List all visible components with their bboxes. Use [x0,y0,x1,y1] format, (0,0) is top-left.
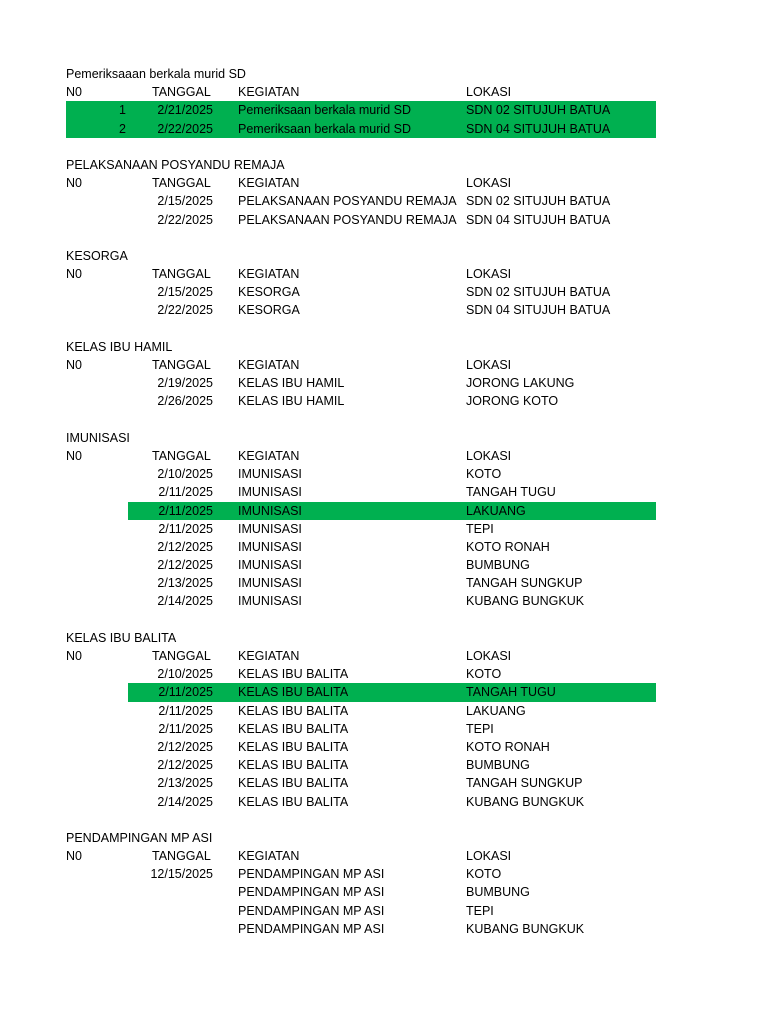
table-row [0,301,768,319]
cell-date[interactable]: 2/11/2025 [158,721,213,736]
table-row [0,592,768,610]
header-no[interactable]: N0 [66,649,82,663]
cell-date[interactable]: 2/11/2025 [158,485,213,500]
cell-activity[interactable]: Pemeriksaan berkala murid SD [238,121,411,136]
section-title[interactable]: PENDAMPINGAN MP ASI [66,830,213,845]
cell-date[interactable]: 2/12/2025 [157,558,213,573]
table-row [0,538,768,556]
cell-no[interactable] [66,374,126,392]
table-row [0,192,768,210]
header-date[interactable]: TANGGAL [152,358,211,372]
section-title[interactable]: KESORGA [66,248,128,263]
cell-activity[interactable]: KELAS IBU BALITA [238,685,349,700]
header-date[interactable]: TANGGAL [152,649,211,663]
cell-location[interactable]: SDN 04 SITUJUH BATUA [466,121,611,136]
header-date[interactable]: TANGGAL [152,85,211,100]
cell-location[interactable]: KOTO [466,867,502,882]
cell-no[interactable]: 2 [119,121,126,136]
cell-date[interactable]: 2/13/2025 [157,576,213,591]
blank-row [0,811,768,829]
table-row [0,211,768,229]
table-row [0,738,768,756]
cell-no[interactable] [66,465,126,483]
blank-row [0,411,768,429]
cell-date[interactable] [128,883,213,901]
cell-date[interactable]: 2/19/2025 [157,376,213,391]
cell-activity[interactable]: KELAS IBU BALITA [238,739,349,754]
cell-date[interactable] [128,902,213,920]
section-title-row [0,247,768,265]
cell-location[interactable]: BUMBUNG [466,558,530,573]
cell-activity[interactable]: KELAS IBU BALITA [238,776,349,791]
header-row [0,174,768,192]
cell-activity[interactable]: KELAS IBU BALITA [238,758,349,773]
cell-location[interactable]: KOTO [466,667,502,682]
cell-date[interactable]: 2/11/2025 [158,703,213,718]
section-title-row [0,629,768,647]
header-no[interactable]: N0 [66,448,82,463]
section-kelas-ibu-balita [0,629,768,811]
cell-location[interactable]: JORONG KOTO [466,394,559,409]
section-kelas-ibu-hamil [0,338,768,411]
spreadsheet [0,65,768,938]
cell-activity[interactable]: KESORGA [238,303,300,318]
cell-no[interactable] [66,301,126,319]
cell-activity[interactable]: IMUNISASI [238,576,302,591]
cell-activity[interactable]: Pemeriksaan berkala murid SD [238,103,411,118]
cell-date[interactable]: 2/12/2025 [157,539,213,554]
section-title[interactable]: Pemeriksaaan berkala murid SD [66,67,246,81]
cell-no[interactable] [66,738,126,756]
header-location[interactable]: LOKASI [466,358,512,372]
table-row [0,774,768,792]
header-row [0,447,768,465]
cell-location[interactable]: LAKUANG [466,503,526,518]
cell-location[interactable]: KUBANG BUNGKUK [466,594,585,609]
section-title[interactable]: PELAKSANAAN POSYANDU REMAJA [66,157,285,172]
header-activity[interactable]: KEGIATAN [238,849,300,864]
cell-date[interactable]: 2/22/2025 [157,212,213,227]
cell-location[interactable]: SDN 02 SITUJUH BATUA [466,194,611,209]
blank-row [0,138,768,156]
table-row [0,120,768,138]
header-location[interactable]: LOKASI [466,849,512,864]
cell-location[interactable]: SDN 04 SITUJUH BATUA [466,212,611,227]
cell-date[interactable]: 2/15/2025 [157,194,213,209]
cell-date[interactable]: 2/15/2025 [157,285,213,300]
header-location[interactable]: LOKASI [466,267,512,282]
header-row [0,356,768,374]
cell-location[interactable]: KOTO [466,467,502,482]
header-date[interactable]: TANGGAL [152,448,211,463]
cell-activity[interactable]: IMUNISASI [238,503,302,518]
header-no[interactable]: N0 [66,85,82,100]
cell-no[interactable] [66,483,126,501]
header-activity[interactable]: KEGIATAN [238,85,300,100]
cell-location[interactable]: BUMBUNG [466,885,530,900]
header-location[interactable]: LOKASI [466,448,512,463]
header-no[interactable]: N0 [66,267,82,282]
cell-no[interactable] [66,883,126,901]
header-location[interactable]: LOKASI [466,649,512,663]
cell-no[interactable]: 1 [119,103,126,118]
section-imunisasi [0,429,768,611]
header-date[interactable]: TANGGAL [152,267,211,282]
table-row [0,902,768,920]
cell-date[interactable]: 2/10/2025 [157,667,213,682]
cell-date[interactable]: 2/11/2025 [158,503,213,518]
cell-date[interactable]: 2/14/2025 [157,794,213,809]
cell-activity[interactable]: KESORGA [238,285,300,300]
section-pendampingan-mp-asi [0,829,768,938]
section-title-row [0,338,768,356]
cell-location[interactable]: KOTO RONAH [466,539,550,554]
cell-location[interactable]: TEPI [466,521,494,536]
header-date[interactable]: TANGGAL [152,176,211,191]
table-row [0,374,768,392]
section-title[interactable]: KELAS IBU HAMIL [66,339,173,354]
cell-activity[interactable]: PENDAMPINGAN MP ASI [238,885,385,900]
cell-location[interactable]: KUBANG BUNGKUK [466,794,585,809]
cell-date[interactable]: 2/10/2025 [157,467,213,482]
cell-no[interactable] [66,720,126,738]
header-activity[interactable]: KEGIATAN [238,649,300,663]
section-pemeriksaaan-berkala-murid-sd [0,65,768,138]
cell-activity[interactable]: KELAS IBU BALITA [238,703,349,718]
cell-activity[interactable]: KELAS IBU BALITA [238,667,349,682]
cell-location[interactable]: KOTO RONAH [466,739,550,754]
cell-no[interactable] [66,920,126,938]
section-title[interactable]: IMUNISASI [66,430,130,445]
cell-no[interactable] [66,192,126,210]
blank-row [0,229,768,247]
cell-date[interactable]: 2/22/2025 [157,121,213,136]
cell-location[interactable]: SDN 04 SITUJUH BATUA [466,303,611,318]
cell-activity[interactable]: KELAS IBU HAMIL [238,394,345,409]
section-title[interactable]: KELAS IBU BALITA [66,630,177,645]
table-row [0,465,768,483]
table-row [0,101,768,119]
cell-activity[interactable]: IMUNISASI [238,539,302,554]
cell-location[interactable]: TEPI [466,721,494,736]
cell-no[interactable] [66,665,126,683]
table-row [0,574,768,592]
cell-activity[interactable]: IMUNISASI [238,485,302,500]
table-row [0,683,768,701]
cell-date[interactable]: 2/22/2025 [157,303,213,318]
cell-date[interactable]: 2/14/2025 [157,594,213,609]
header-no[interactable]: N0 [66,849,82,864]
cell-no[interactable] [66,556,126,574]
header-no[interactable]: N0 [66,358,82,372]
table-row [0,720,768,738]
table-row [0,920,768,938]
cell-location[interactable]: TANGAH TUGU [466,685,556,700]
header-no[interactable]: N0 [66,176,82,191]
cell-activity[interactable]: PENDAMPINGAN MP ASI [238,867,385,882]
cell-no[interactable] [66,211,126,229]
blank-row [0,320,768,338]
cell-location[interactable]: TANGAH TUGU [466,485,556,500]
table-row [0,556,768,574]
cell-activity[interactable]: PENDAMPINGAN MP ASI [238,903,385,918]
table-row [0,283,768,301]
cell-date[interactable]: 2/21/2025 [157,103,213,118]
blank-row [0,611,768,629]
table-row [0,502,768,520]
section-title-row [0,429,768,447]
cell-activity[interactable]: KELAS IBU BALITA [238,794,349,809]
section-title-row [0,65,768,83]
table-row [0,665,768,683]
cell-no[interactable] [66,592,126,610]
header-date[interactable]: TANGGAL [152,849,211,864]
header-activity[interactable]: KEGIATAN [238,448,300,463]
cell-activity[interactable]: IMUNISASI [238,594,302,609]
cell-location[interactable]: SDN 02 SITUJUH BATUA [466,103,611,118]
cell-no[interactable] [66,702,126,720]
cell-location[interactable]: JORONG LAKUNG [466,376,575,391]
cell-no[interactable] [66,683,126,701]
cell-date[interactable] [128,920,213,938]
cell-activity[interactable]: PENDAMPINGAN MP ASI [238,921,385,936]
table-row [0,793,768,811]
cell-date[interactable]: 2/11/2025 [158,521,213,536]
cell-no[interactable] [66,538,126,556]
header-row [0,647,768,665]
cell-activity[interactable]: IMUNISASI [238,467,302,482]
cell-date[interactable]: 2/13/2025 [157,776,213,791]
header-row [0,265,768,283]
table-row [0,483,768,501]
table-row [0,865,768,883]
cell-date[interactable]: 2/12/2025 [157,739,213,754]
cell-date[interactable]: 2/11/2025 [158,685,213,700]
cell-no[interactable] [66,902,126,920]
cell-no[interactable] [66,392,126,410]
cell-activity[interactable]: IMUNISASI [238,558,302,573]
header-location[interactable]: LOKASI [466,176,512,191]
cell-activity[interactable]: KELAS IBU BALITA [238,721,349,736]
cell-date[interactable]: 2/12/2025 [157,758,213,773]
cell-location[interactable]: SDN 02 SITUJUH BATUA [466,285,611,300]
cell-no[interactable] [66,793,126,811]
cell-location[interactable]: TANGAH SUNGKUP [466,576,583,591]
cell-no[interactable] [66,520,126,538]
cell-location[interactable]: TEPI [466,903,494,918]
cell-no[interactable] [66,283,126,301]
header-activity[interactable]: KEGIATAN [238,176,300,191]
cell-location[interactable]: KUBANG BUNGKUK [466,921,585,936]
section-pelaksanaan-posyandu-remaja [0,156,768,229]
cell-no[interactable] [66,774,126,792]
section-kesorga [0,247,768,320]
table-row [0,883,768,901]
section-title-row [0,156,768,174]
section-title-row [0,829,768,847]
header-location[interactable]: LOKASI [466,85,512,100]
cell-location[interactable]: TANGAH SUNGKUP [466,776,583,791]
header-activity[interactable]: KEGIATAN [238,267,300,282]
table-row [0,702,768,720]
table-row [0,756,768,774]
table-row [0,520,768,538]
cell-no[interactable] [66,574,126,592]
cell-no[interactable] [66,502,126,520]
cell-no[interactable] [66,756,126,774]
cell-date[interactable]: 12/15/2025 [150,867,213,882]
cell-date[interactable]: 2/26/2025 [157,394,213,409]
cell-activity[interactable]: IMUNISASI [238,521,302,536]
header-row [0,83,768,101]
cell-activity[interactable]: PELAKSANAAN POSYANDU REMAJA [238,194,457,209]
cell-activity[interactable]: PELAKSANAAN POSYANDU REMAJA [238,212,457,227]
cell-location[interactable]: LAKUANG [466,703,526,718]
cell-no[interactable] [66,865,126,883]
header-activity[interactable]: KEGIATAN [238,358,300,372]
cell-activity[interactable]: KELAS IBU HAMIL [238,376,345,391]
cell-location[interactable]: BUMBUNG [466,758,530,773]
table-row [0,392,768,410]
header-row [0,847,768,865]
